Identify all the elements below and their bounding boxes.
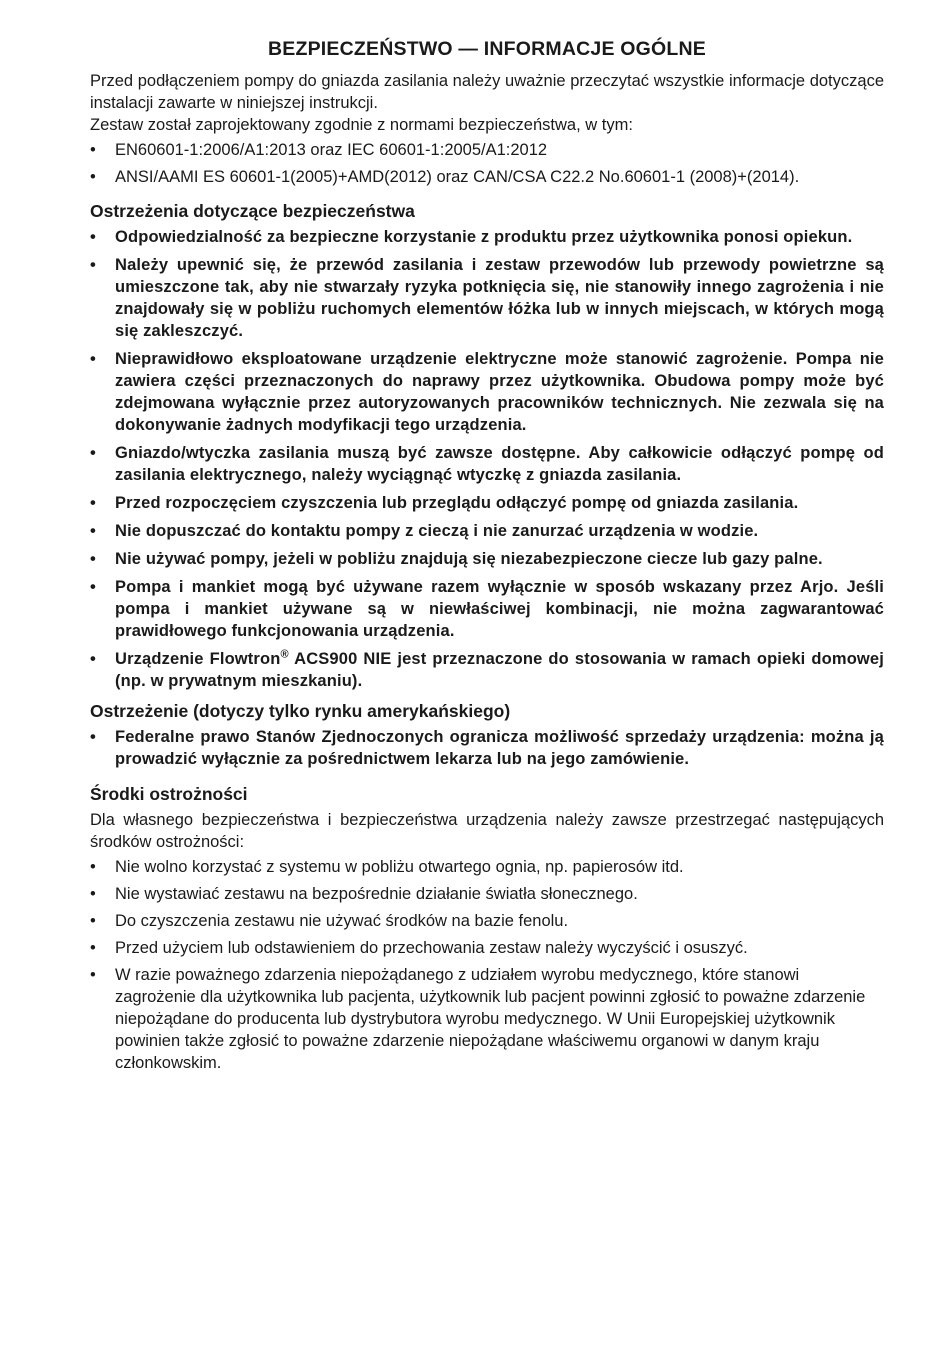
list-item: • Odpowiedzialność za bezpieczne korzystanie z produktu przez użytkownika ponosi opiekun. [90,228,853,246]
list-item: • Nie dopuszczać do kontaktu pompy z cieczą i nie zanurzać urządzenia w wodzie. [90,522,759,540]
us-warning-list [90,726,884,770]
list-item: • ANSI/AAMI ES 60601-1(2005)+AMD(2012) oraz CAN/CSA C22.2 No.60601-1 (2008)+(2014). [90,168,800,186]
list-item: • Pompa i mankiet mogą być używane razem wyłącznie w sposób wskazany przez Arjo. Jeśli pompa i mankiet używane są w niewłaściwej kombinacji, nie można zagwarantować prawidłowego funkcjonowania urządzenia. [90,578,884,640]
standards-list [90,139,884,188]
document-content [90,38,884,1079]
intro-paragraph: Przed podłączeniem pompy do gniazda zasilania należy uważnie przeczytać wszystkie informacje dotyczące instalacji zawarte w niniejszej instrukcji. [90,72,884,112]
precautions-intro: Dla własnego bezpieczeństwa i bezpieczeństwa urządzenia należy zawsze przestrzegać następujących środków ostrożności: [90,811,884,851]
warnings-list [90,226,884,692]
list-item: • EN60601-1:2006/A1:2013 oraz IEC 60601-1:2005/A1:2012 [90,141,548,159]
list-item: • Nie używać pompy, jeżeli w pobliżu znajdują się niezabezpieczone ciecze lub gazy palne. [90,550,823,568]
registered-mark: ® [280,648,289,661]
list-item: • Należy upewnić się, że przewód zasilania i zestaw przewodów lub przewody powietrzne są umieszczone tak, aby nie stwarzały ryzyka potknięcia się, nie stanowiły innego zagrożenia i nie znajdowały się w pobliżu ruchomych elementów łóżka lub w innych miejscach, w których mogą się zakleszczyć. [90,256,884,340]
list-item: • Federalne prawo Stanów Zjednoczonych ogranicza możliwość sprzedaży urządzenia: można ją prowadzić wyłącznie za pośrednictwem lekarza lub na jego zamówienie. [90,728,884,768]
list-item: • Nieprawidłowo eksploatowane urządzenie elektryczne może stanowić zagrożenie. Pompa nie zawiera części przeznaczonych do naprawy przez użytkownika. Obudowa pompy może być zdejmowana wyłącznie przez autoryzowanych pracowników technicznych. Nie zezwala się na dokonywanie żadnych modyfikacji tego urządzenia. [90,350,884,434]
list-item: • Przed użyciem lub odstawieniem do przechowania zestaw należy wyczyścić i osuszyć. [90,939,748,957]
list-item: • Do czyszczenia zestawu nie używać środków na bazie fenolu. [90,912,569,930]
precautions-list [90,856,884,1074]
list-item: • Nie wolno korzystać z systemu w pobliżu otwartego ognia, np. papierosów itd. [90,858,684,876]
list-item: • Nie wystawiać zestawu na bezpośrednie działanie światła słonecznego. [90,885,638,903]
standards-intro: Zestaw został zaprojektowany zgodnie z normami bezpieczeństwa, w tym: [90,116,633,134]
list-item: • Gniazdo/wtyczka zasilania muszą być zawsze dostępne. Aby całkowicie odłączyć pompę od zasilania elektrycznego, należy wyciągnąć wtyczkę z gniazda zasilania. [90,444,884,484]
list-item: • Przed rozpoczęciem czyszczenia lub przeglądu odłączyć pompę od gniazda zasilania. [90,494,799,512]
list-item: • W razie poważnego zdarzenia niepożądanego z udziałem wyrobu medycznego, które stanowi zagrożenie dla użytkownika lub pacjenta, użytkownik lub pacjent powinni zgłosić to poważne zdarzenie niepożądane do producenta lub dystrybutora wyrobu medycznego. W Unii Europejskiej użytkownik powinien także zgłosić to poważne zdarzenie niepożądane właściwemu organowi w danym kraju członkowskim. [90,966,866,1072]
precautions-heading: Środki ostrożności [90,784,248,804]
warnings-heading: Ostrzeżenia dotyczące bezpieczeństwa [90,201,415,221]
list-item: • Urządzenie Flowtron® ACS900 NIE jest przeznaczone do stosowania w ramach opieki domowej (np. w prywatnym mieszkaniu). [90,648,884,690]
page-title: BEZPIECZEŃSTWO — INFORMACJE OGÓLNE [268,38,706,60]
us-warning-heading: Ostrzeżenie (dotyczy tylko rynku amerykańskiego) [90,701,511,721]
